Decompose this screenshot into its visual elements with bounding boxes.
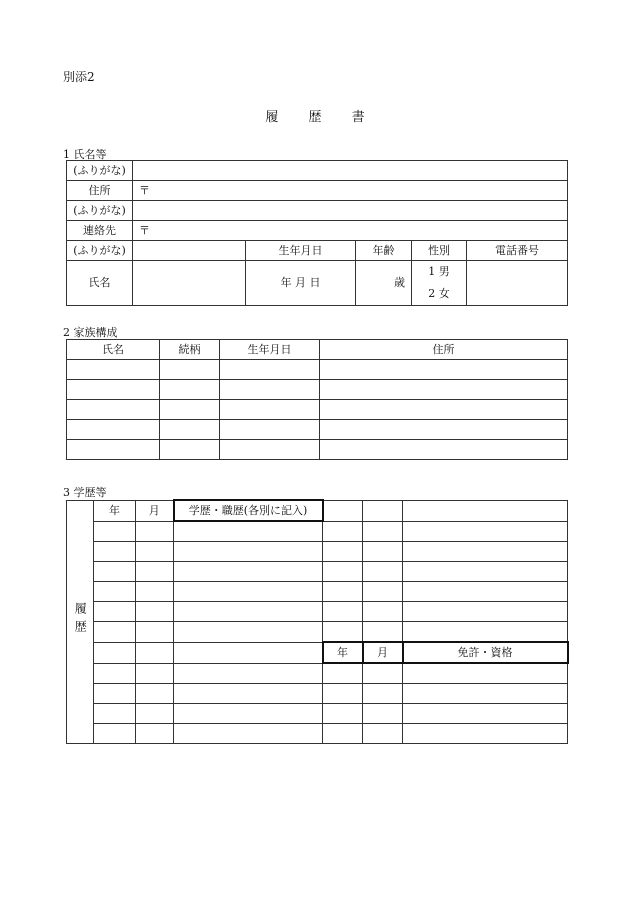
history-cell[interactable] xyxy=(363,622,403,643)
contact-field[interactable] xyxy=(133,221,568,241)
family-cell[interactable] xyxy=(67,380,160,400)
history-side-text: 履歴 xyxy=(73,602,88,639)
table-row xyxy=(67,602,568,622)
table-row xyxy=(67,420,568,440)
history-cell[interactable] xyxy=(403,582,568,602)
phone-header: 電話番号 xyxy=(467,241,568,261)
history-cell[interactable] xyxy=(94,704,136,724)
furigana-name-field[interactable] xyxy=(133,241,246,261)
age-header: 年齢 xyxy=(356,241,412,261)
family-cell[interactable] xyxy=(160,440,220,460)
gender-field[interactable] xyxy=(412,261,467,306)
history-side-label xyxy=(67,500,94,744)
section-family-heading: 2 家族構成 xyxy=(63,326,118,339)
license-header: 免許・資格 xyxy=(403,642,568,663)
history-cell[interactable] xyxy=(363,521,403,542)
career-month-header: 月 xyxy=(136,500,174,521)
furigana-contact-field[interactable] xyxy=(133,201,568,221)
license-year-header: 年 xyxy=(323,642,363,663)
name-field[interactable] xyxy=(133,261,246,306)
table-row xyxy=(67,400,568,420)
history-cell[interactable] xyxy=(403,542,568,562)
history-cell[interactable] xyxy=(174,521,323,542)
personal-info-table xyxy=(66,160,568,306)
history-cell[interactable] xyxy=(136,642,174,663)
history-cell[interactable] xyxy=(323,542,363,562)
furigana-address-field[interactable] xyxy=(133,161,568,181)
family-header-name: 氏名 xyxy=(67,340,160,360)
history-cell[interactable] xyxy=(174,582,323,602)
table-row xyxy=(67,663,568,684)
family-cell[interactable] xyxy=(220,380,320,400)
history-cell[interactable] xyxy=(363,500,403,521)
family-cell[interactable] xyxy=(67,400,160,420)
age-field[interactable] xyxy=(356,261,412,306)
history-cell[interactable] xyxy=(94,622,136,643)
furigana-label: (ふりがな) xyxy=(67,241,133,261)
gender-male-option[interactable]: 1 男 xyxy=(428,265,450,278)
table-row xyxy=(67,562,568,582)
family-cell[interactable] xyxy=(67,420,160,440)
page-title: 履 歴 書 xyxy=(265,110,378,125)
history-cell[interactable] xyxy=(94,663,136,684)
family-table xyxy=(66,339,568,460)
history-cell[interactable] xyxy=(323,562,363,582)
phone-field[interactable] xyxy=(467,261,568,306)
history-cell[interactable] xyxy=(323,500,363,521)
gender-header: 性別 xyxy=(412,241,467,261)
history-cell[interactable] xyxy=(403,500,568,521)
license-month-header: 月 xyxy=(363,642,403,663)
history-cell[interactable] xyxy=(363,582,403,602)
attachment-label: 別添2 xyxy=(63,70,95,84)
history-cell[interactable] xyxy=(136,582,174,602)
history-cell[interactable] xyxy=(136,602,174,622)
table-row xyxy=(67,440,568,460)
family-cell[interactable] xyxy=(67,440,160,460)
postal-mark: 〒 xyxy=(139,183,150,197)
table-row xyxy=(67,684,568,704)
career-year-header: 年 xyxy=(94,500,136,521)
history-cell[interactable] xyxy=(136,684,174,704)
family-cell[interactable] xyxy=(220,420,320,440)
contact-label: 連絡先 xyxy=(67,221,133,241)
history-cell[interactable] xyxy=(136,562,174,582)
address-field[interactable] xyxy=(133,181,568,201)
family-cell[interactable] xyxy=(320,440,568,460)
history-table xyxy=(66,499,569,744)
family-cell[interactable] xyxy=(220,400,320,420)
family-cell[interactable] xyxy=(67,360,160,380)
history-cell[interactable] xyxy=(174,724,323,744)
history-cell[interactable] xyxy=(174,684,323,704)
family-cell[interactable] xyxy=(220,440,320,460)
birthdate-header: 生年月日 xyxy=(246,241,356,261)
history-cell[interactable] xyxy=(94,642,136,663)
table-row xyxy=(67,704,568,724)
gender-female-option[interactable]: 2 女 xyxy=(428,287,450,300)
family-header-address: 住所 xyxy=(320,340,568,360)
history-cell[interactable] xyxy=(323,602,363,622)
section-personal-heading: 1 氏名等 xyxy=(63,148,107,161)
table-row xyxy=(67,380,568,400)
history-cell[interactable] xyxy=(174,642,323,663)
birthdate-field[interactable]: 年 月 日 xyxy=(246,261,356,306)
history-cell[interactable] xyxy=(136,542,174,562)
history-cell[interactable] xyxy=(94,602,136,622)
furigana-label: (ふりがな) xyxy=(67,201,133,221)
history-cell[interactable] xyxy=(403,521,568,542)
history-cell[interactable] xyxy=(403,663,568,684)
history-cell[interactable] xyxy=(323,663,363,684)
history-cell[interactable] xyxy=(174,622,323,643)
history-cell[interactable] xyxy=(94,562,136,582)
history-cell[interactable] xyxy=(363,684,403,704)
history-cell[interactable] xyxy=(403,602,568,622)
table-row xyxy=(67,521,568,542)
furigana-label: (ふりがな) xyxy=(67,161,133,181)
table-row xyxy=(67,622,568,643)
history-cell[interactable] xyxy=(174,663,323,684)
history-cell[interactable] xyxy=(403,562,568,582)
history-cell[interactable] xyxy=(363,562,403,582)
history-cell[interactable] xyxy=(363,663,403,684)
history-cell[interactable] xyxy=(323,521,363,542)
history-cell[interactable] xyxy=(174,562,323,582)
career-header: 学歴・職歴(各別に記入) xyxy=(174,500,323,521)
history-cell[interactable] xyxy=(136,663,174,684)
history-cell[interactable] xyxy=(94,542,136,562)
history-cell[interactable] xyxy=(323,684,363,704)
family-cell[interactable] xyxy=(320,400,568,420)
section-education-heading: 3 学歴等 xyxy=(63,486,107,499)
history-cell[interactable] xyxy=(403,724,568,744)
family-cell[interactable] xyxy=(160,380,220,400)
history-cell[interactable] xyxy=(174,602,323,622)
history-cell[interactable] xyxy=(136,704,174,724)
history-cell[interactable] xyxy=(323,582,363,602)
history-cell[interactable] xyxy=(363,704,403,724)
name-label: 氏名 xyxy=(67,261,133,306)
history-cell[interactable] xyxy=(403,684,568,704)
family-cell[interactable] xyxy=(320,420,568,440)
history-cell[interactable] xyxy=(323,622,363,643)
table-row xyxy=(67,582,568,602)
history-cell[interactable] xyxy=(136,622,174,643)
family-cell[interactable] xyxy=(160,420,220,440)
history-cell[interactable] xyxy=(94,521,136,542)
history-cell[interactable] xyxy=(174,542,323,562)
history-cell[interactable] xyxy=(323,724,363,744)
age-unit: 歳 xyxy=(394,276,405,290)
history-cell[interactable] xyxy=(363,542,403,562)
address-label: 住所 xyxy=(67,181,133,201)
family-cell[interactable] xyxy=(160,400,220,420)
table-row xyxy=(67,724,568,744)
history-cell[interactable] xyxy=(94,684,136,704)
history-cell[interactable] xyxy=(94,724,136,744)
history-cell[interactable] xyxy=(174,704,323,724)
history-cell[interactable] xyxy=(403,704,568,724)
family-header-relation: 続柄 xyxy=(160,340,220,360)
postal-mark: 〒 xyxy=(139,223,150,237)
history-cell[interactable] xyxy=(403,622,568,643)
history-cell[interactable] xyxy=(94,582,136,602)
history-cell[interactable] xyxy=(363,724,403,744)
family-cell[interactable] xyxy=(320,380,568,400)
family-cell[interactable] xyxy=(220,360,320,380)
history-cell[interactable] xyxy=(136,521,174,542)
history-cell[interactable] xyxy=(323,704,363,724)
family-cell[interactable] xyxy=(320,360,568,380)
table-row xyxy=(67,542,568,562)
table-row xyxy=(67,360,568,380)
family-cell[interactable] xyxy=(160,360,220,380)
history-cell[interactable] xyxy=(136,724,174,744)
history-cell[interactable] xyxy=(363,602,403,622)
family-header-birthdate: 生年月日 xyxy=(220,340,320,360)
